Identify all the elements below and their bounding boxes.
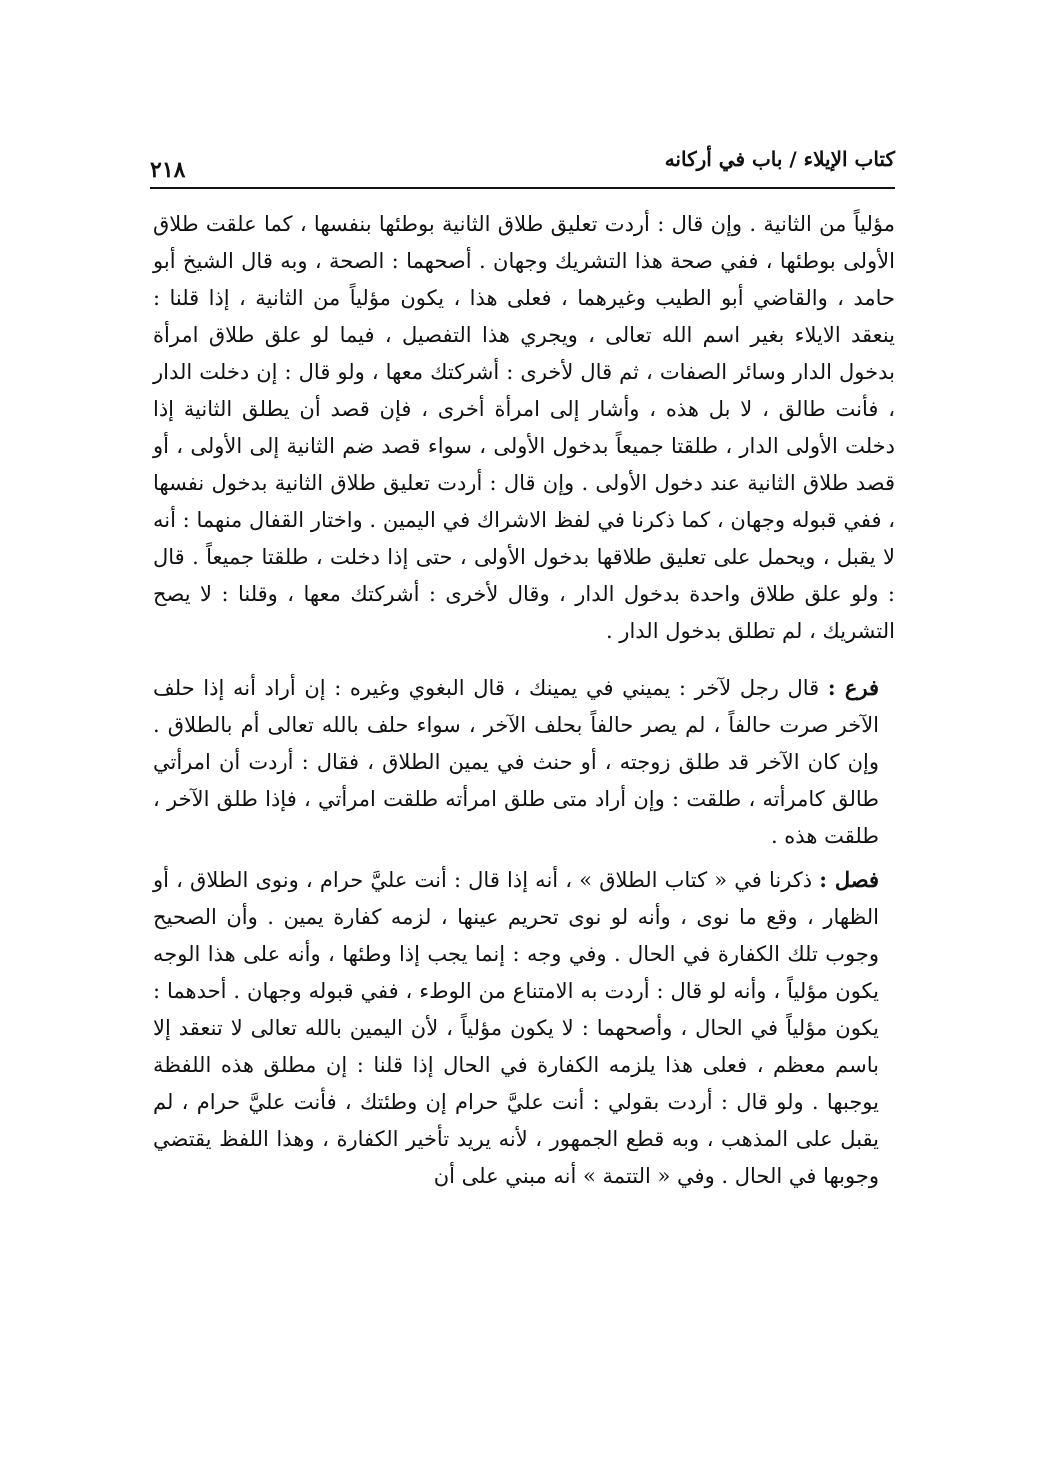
paragraph-continuation <box>153 206 895 650</box>
paragraph-fasl <box>153 861 895 1195</box>
running-header <box>150 143 895 189</box>
chapter-title: كتاب الإيلاء / باب في أركانه <box>664 147 895 171</box>
section-lead-far: فرع : <box>827 675 880 700</box>
header-divider <box>150 187 895 189</box>
paragraph-text: قال رجل لآخر : يميني في يمينك ، قال البغوي وغيره : إن أراد أنه إذا حلف الآخر صرت حالفاً ، لم يصر حالفاً بحلف الآخر ، سواء حلف بالله تعالى أم بالطلاق . وإن كان الآخر قد طلق زوجته ، أو حنث في يمين الطلاق ، فقال : أردت أن امرأتي طالق كامرأته ، طلقت : وإن أراد متى طلق امرأته طلقت امرأتي ، فإذا طلق الآخر ، طلقت هذه . <box>153 676 879 848</box>
paragraph-text: مؤلياً من الثانية . وإن قال : أردت تعليق طلاق الثانية بوطئها بنفسها ، كما علقت طلاق الأولى بوطئها ، ففي صحة هذا التشريك وجهان . أصحهما : الصحة ، وبه قال الشيخ أبو حامد ، والقاضي أبو الطيب وغيرهما ، فعلى هذا ، يكون مؤلياً من الثانية ، إذا قلنا : ينعقد الايلاء بغير اسم الله تعالى ، ويجري هذا التفصيل ، فيما لو علق طلاق امرأة بدخول الدار وسائر الصفات ، ثم قال لأخرى : أشركتك معها ، ولو قال : إن دخلت الدار ، فأنت طالق ، لا بل هذه ، وأشار إلى امرأة أخرى ، فإن قصد أن يطلق الثانية إذا دخلت الأولى الدار ، طلقتا جميعاً بدخول الأولى ، سواء قصد ضم الثانية إلى الأولى ، أو قصد طلاق الثانية عند دخول الأولى . وإن قال : أردت تعليق طلاق الثانية بدخول نفسها ، ففي قبوله وجهان ، كما ذكرنا في لفظ الاشراك في اليمين . واختار القفال منهما : أنه لا يقبل ، ويحمل على تعليق طلاقها بدخول الأولى ، حتى إذا دخلت ، طلقتا جميعاً . قال : ولو علق طلاق واحدة بدخول الدار ، وقال لأخرى : أشركتك معها ، وقلنا : لا يصح التشريك ، لم تطلق بدخول الدار . <box>153 212 896 643</box>
page-number: ٢١٨ <box>150 157 186 183</box>
body-text <box>153 206 895 1195</box>
paragraph-text: ذكرنا في « كتاب الطلاق » ، أنه إذا قال : أنت عليَّ حرام ، ونوى الطلاق ، أو الظهار ، وقع ما نوى ، وأنه لو نوى تحريم عينها ، لزمه كفارة يمين . وأن الصحيح وجوب تلك الكفارة في الحال . وفي وجه : إنما يجب إذا وطئها ، وأنه على هذا الوجه يكون مؤلياً ، وأنه لو قال : أردت به الامتناع من الوطء ، ففي قبوله وجهان . أحدهما : يكون مؤلياً في الحال ، وأصحهما : لا يكون مؤلياً ، لأن اليمين بالله تعالى لا تنعقد إلا باسم معظم ، فعلى هذا يلزمه الكفارة في الحال إذا قلنا : إن مطلق هذه اللفظة يوجبها . ولو قال : أردت بقولي : أنت عليَّ حرام إن وطئتك ، فأنت عليَّ حرام ، لم يقبل على المذهب ، وبه قطع الجمهور ، لأنه يريد تأخير الكفارة ، وهذا اللفظ يقتضي وجوبها في الحال . وفي « التتمة » أنه مبني على أن <box>153 868 879 1188</box>
paragraph-far <box>153 669 895 855</box>
section-lead-fasl: فصل : <box>819 867 879 892</box>
